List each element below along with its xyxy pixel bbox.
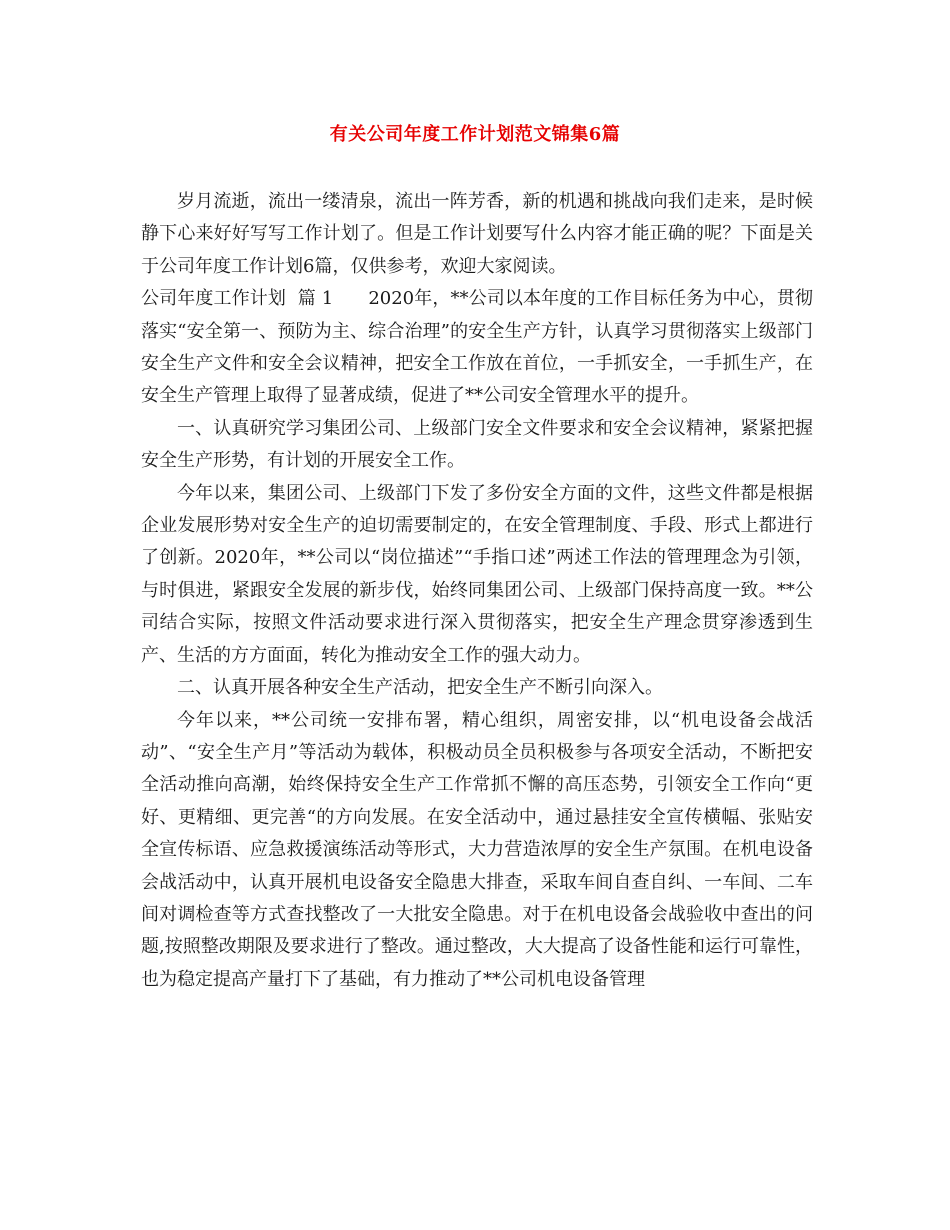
point-2-heading: 二、认真开展各种安全生产活动，把安全生产不断引向深入。: [177, 677, 663, 699]
intro-paragraph: 岁月流逝，流出一缕清泉，流出一阵芳香，新的机遇和挑战向我们走来，是时候静下心来好好写写工作计划了。但是工作计划要写什么内容才能正确的呢？下面是关于公司年度工作计划6篇，仅供参考，欢迎大家阅读。: [141, 191, 813, 277]
point-1-body: 今年以来，集团公司、上级部门下发了多份安全方面的文件，这些文件都是根据企业发展形势对安全生产的迫切需要制定的，在安全管理制度、手段、形式上都进行了创新。2020年，**公司以“岗位描述”“手指口述”两述工作法的管理理念为引领，与时俱进，紧跟安全发展的新步伐，始终同集团公司、上级部门保持高度一致。**公司结合实际，按照文件活动要求进行深入贯彻落实，把安全生产理念贯穿渗透到生产、生活的方方面面，转化为推动安全工作的强大动力。: [141, 482, 813, 666]
section-paragraph: [141, 283, 813, 413]
point-1-heading: 一、认真研究学习集团公司、上级部门安全文件要求和安全会议精神，紧紧把握安全生产形势，有计划的开展安全工作。: [141, 417, 813, 472]
point-2-body: 今年以来，**公司统一安排布署，精心组织，周密安排，以“机电设备会战活动”、“安全生产月”等活动为载体，积极动员全员积极参与各项安全活动，不断把安全活动推向高潮，始终保持安全生产工作常抓不懈的高压态势，引领安全工作向“更好、更精细、更完善“的方向发展。在安全活动中，通过悬挂安全宣传横幅、张贴安全宣传标语、应急救援演练活动等形式，大力营造浓厚的安全生产氛围。在机电设备会战活动中，认真开展机电设备安全隐患大排查，采取车间自查自纠、一车间、二车间对调检查等方式查找整改了一大批安全隐患。对于在机电设备会战验收中查出的问题,按照整改期限及要求进行了整改。通过整改，大大提高了设备性能和运行可靠性，也为稳定提高产量打下了基础，有力推动了**公司机电设备管理: [141, 709, 813, 990]
section-intro-text: 2020年，**公司以本年度的工作目标任务为中心，贯彻落实“安全第一、预防为主、综合治理”的安全生产方针，认真学习贯彻落实上级部门安全生产文件和安全会议精神，把安全工作放在首位，一手抓安全，一手抓生产，在安全生产管理上取得了显著成绩，促进了**公司安全管理水平的提升。: [141, 288, 813, 407]
document-title: 有关公司年度工作计划范文锦集6篇: [329, 124, 621, 145]
section-heading: 公司年度工作计划 篇 1: [141, 288, 334, 310]
document-body: [141, 186, 813, 996]
